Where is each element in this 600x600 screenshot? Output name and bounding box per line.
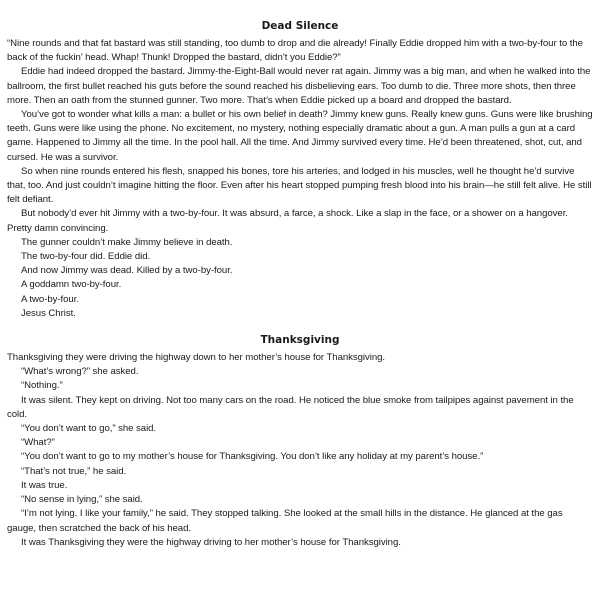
story-title: Dead Silence (261, 20, 339, 32)
paragraph: But nobody’d ever hit Jimmy with a two-by-four. It was absurd, a farce, a shock. Like a slap in the face, or a shower on a hangover. Pretty damn convincing. (7, 208, 568, 234)
paragraph: The gunner couldn’t make Jimmy believe in death. (21, 236, 233, 248)
paragraph: “I’m not lying. I like your family,” he said. They stopped talking. She looked at the small hills in the distance. He glanced at the gas gauge, then scratched the back of his head. (7, 508, 563, 534)
paragraph: You’ve got to wonder what kills a man: a bullet or his own belief in death? Jimmy knew guns. Really knew guns. Guns were like brushing teeth. Guns were like using the phone. No excitement, no mystery, nothing especially dramatic about a gun. A man pulls a gun at a card game. Happened to Jimmy all the time. In the pool hall. All the time. And Jimmy survived every time. He’d been threatened, shot, cut, and cursed. He was a survivor. (7, 109, 593, 163)
paragraph: Eddie had indeed dropped the bastard. Jimmy-the-Eight-Ball would never rat again. Jimmy was a big man, and when he walked into the ballroom, the first bullet reached his guts before the sound reached his disbelieving ears. Too dumb to die. Three more shots, then three more. Then an oath from the stunned gunner. Two more. That’s when Eddie picked up a board and dropped the bastard. (7, 66, 591, 106)
paragraph: So when nine rounds entered his flesh, snapped his bones, tore his arteries, and lodged in his muscles, well he thought he’d survive that, too. And just couldn’t imagine hitting the floor. Even after his heart stopped pumping fresh blood into his brain—he still felt alive. He still felt defiant. (7, 165, 592, 206)
paragraph: “Nothing.” (21, 380, 63, 392)
paragraph: “That’s not true,” he said. (21, 465, 127, 477)
story-title: Thanksgiving (260, 334, 340, 347)
paragraph: It was Thanksgiving they were the highway driving to her mother’s house for Thanksgiving. (21, 536, 401, 548)
paragraph: “You don’t want to go to my mother’s house for Thanksgiving. You don’t like any holiday at my parent’s house.” (21, 451, 484, 463)
story-thanksgiving (7, 334, 593, 550)
paragraph: “You don’t want to go,” she said. (21, 423, 157, 435)
paragraph: It was silent. They kept on driving. Not too many cars on the road. He noticed the blue smoke from tailpipes against pavement in the cold. (7, 394, 574, 420)
paragraph: And now Jimmy was dead. Killed by a two-by-four. (21, 265, 233, 277)
story-dead-silence (7, 20, 593, 321)
paragraph: “What’s wrong?” she asked. (21, 366, 139, 378)
paragraph: The two-by-four did. Eddie did. (21, 251, 151, 263)
paragraph: “What?” (21, 437, 55, 449)
paragraph: It was true. (21, 479, 68, 491)
paragraph: A two-by-four. (21, 293, 79, 305)
paragraph: “Nine rounds and that fat bastard was still standing, too dumb to drop and die already! Finally Eddie dropped him with a two-by-four to the back of the fuckin’ head. Whap! Thunk! Dropped the bastard, didn’t you Eddie?” (7, 38, 583, 64)
paragraph: Thanksgiving they were driving the highway down to her mother’s house for Thanksgiving. (7, 352, 386, 364)
document-page (7, 20, 593, 550)
paragraph: “No sense in lying,” she said. (21, 494, 143, 506)
paragraph: A goddamn two-by-four. (21, 279, 122, 291)
paragraph: Jesus Christ. (21, 307, 76, 319)
